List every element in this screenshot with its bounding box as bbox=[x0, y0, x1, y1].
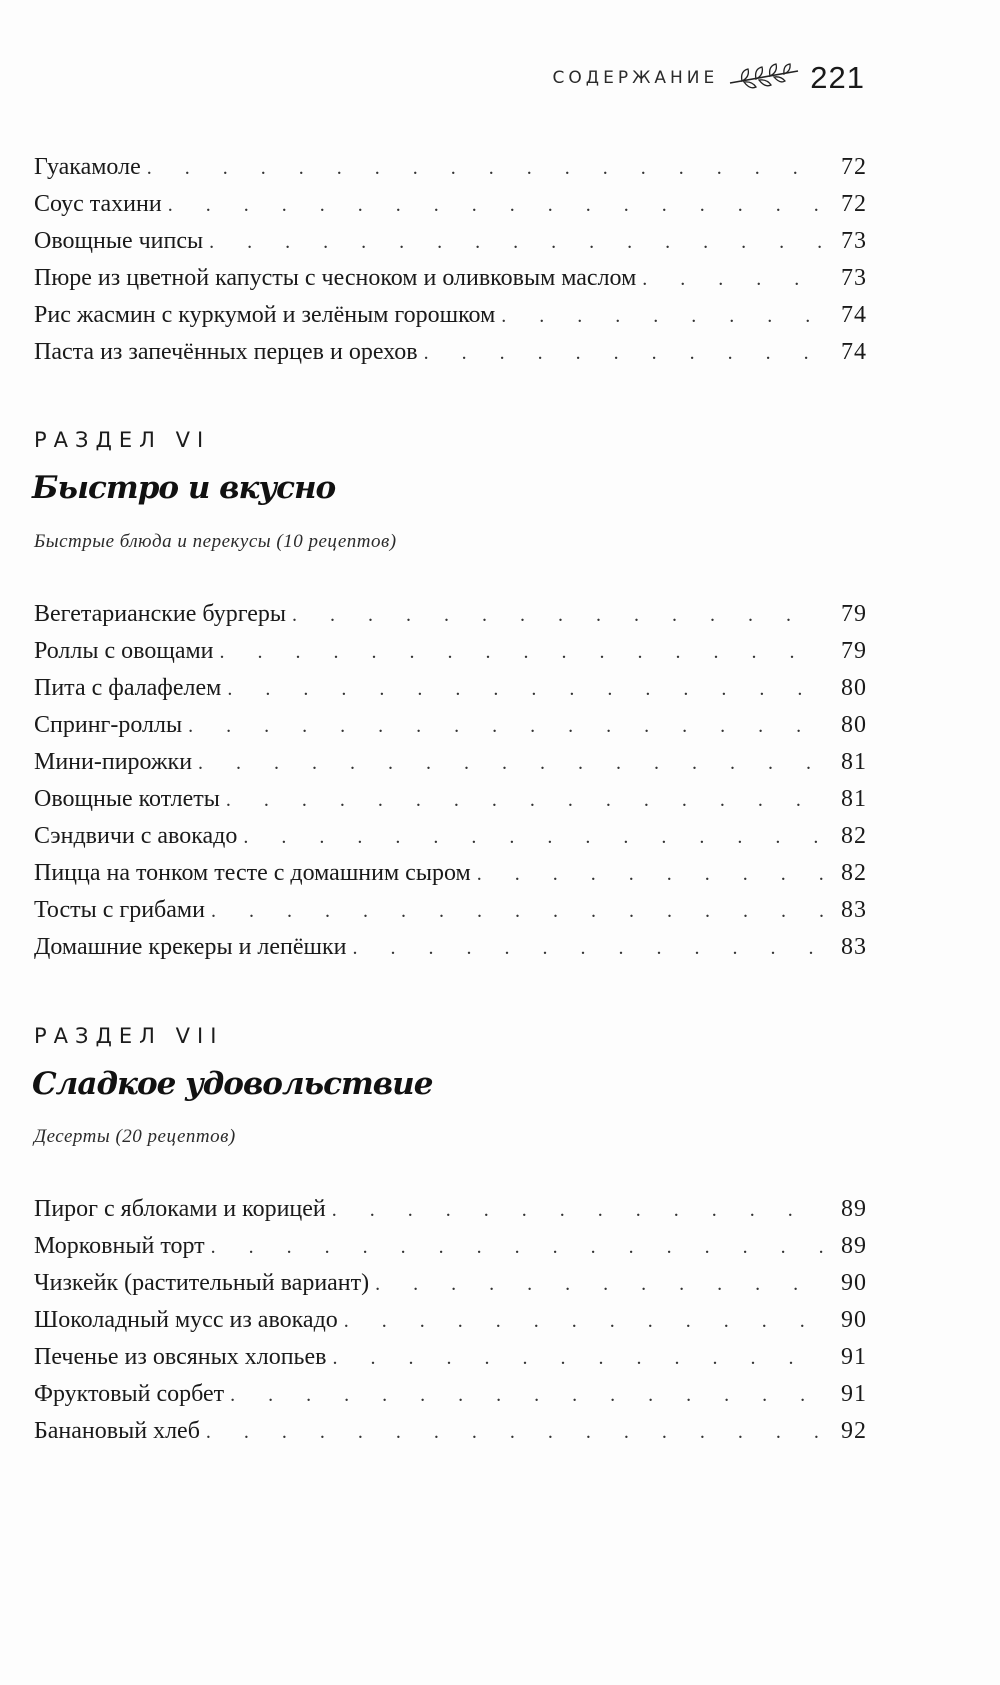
toc-entry-title: Банановый хлеб bbox=[34, 1418, 200, 1444]
toc-entry-title: Печенье из овсяных хлопьев bbox=[34, 1344, 327, 1370]
toc-entry-title: Паста из запечённых перцев и орехов bbox=[34, 339, 418, 365]
toc-entry bbox=[34, 186, 867, 223]
toc-entry-page: 90 bbox=[841, 1270, 867, 1296]
toc-leader-dots bbox=[642, 261, 823, 298]
toc-entry bbox=[34, 1191, 867, 1228]
toc-leader-dots bbox=[188, 708, 823, 745]
toc-entry bbox=[34, 929, 867, 966]
toc-entry-page: 79 bbox=[841, 638, 867, 664]
toc-leader-dots bbox=[353, 930, 823, 967]
toc-leader-dots bbox=[198, 745, 823, 782]
toc-entry-title: Вегетарианские бургеры bbox=[34, 601, 287, 627]
toc-entry bbox=[34, 781, 867, 818]
toc-entry bbox=[34, 1413, 867, 1450]
toc-entry-title: Овощные котлеты bbox=[34, 786, 220, 812]
toc-leader-dots bbox=[477, 856, 823, 893]
toc-leader-dots bbox=[211, 1229, 823, 1266]
toc-entry-page: 73 bbox=[841, 228, 867, 254]
toc-leader-dots bbox=[501, 298, 823, 335]
toc-leader-dots bbox=[226, 782, 823, 819]
toc-entry-title: Пицца на тонком тесте с домашним сыром bbox=[34, 860, 471, 886]
toc-entry bbox=[34, 892, 867, 929]
toc-entry-title: Чизкейк (растительный вариант) bbox=[34, 1270, 370, 1296]
section-7-title: Сладкое удовольствие bbox=[32, 1066, 433, 1102]
toc-entry bbox=[34, 260, 867, 297]
page-header bbox=[553, 60, 865, 96]
toc-entry bbox=[34, 1376, 867, 1413]
toc-leader-dots bbox=[227, 671, 823, 708]
toc-leader-dots bbox=[332, 1192, 823, 1229]
toc-entry-title: Шоколадный мусс из авокадо bbox=[34, 1307, 338, 1333]
toc-entry-page: 83 bbox=[841, 934, 867, 960]
toc-entry-title: Морковный торт bbox=[34, 1233, 205, 1259]
toc-entry-page: 81 bbox=[841, 786, 867, 812]
toc-leader-dots bbox=[209, 224, 823, 261]
toc-entry bbox=[34, 1302, 867, 1339]
toc-entry-page: 72 bbox=[841, 154, 867, 180]
toc-list-top bbox=[34, 149, 867, 371]
section-7-label: РАЗДЕЛ VII bbox=[34, 1024, 224, 1048]
toc-entry bbox=[34, 633, 867, 670]
toc-entry-page: 91 bbox=[841, 1381, 867, 1407]
toc-entry bbox=[34, 855, 867, 892]
toc-entry-title: Гуакамоле bbox=[34, 154, 141, 180]
toc-entry bbox=[34, 334, 867, 371]
toc-entry-page: 90 bbox=[841, 1307, 867, 1333]
toc-entry-title: Овощные чипсы bbox=[34, 228, 204, 254]
toc-leader-dots bbox=[211, 893, 823, 930]
toc-leader-dots bbox=[168, 187, 823, 224]
leaf-branch-icon bbox=[728, 63, 800, 93]
toc-leader-dots bbox=[220, 634, 824, 671]
toc-leader-dots bbox=[147, 150, 823, 187]
toc-leader-dots bbox=[292, 597, 823, 634]
toc-entry-title: Роллы с овощами bbox=[34, 638, 214, 664]
toc-entry bbox=[34, 596, 867, 633]
toc-entry-title: Соус тахини bbox=[34, 191, 162, 217]
toc-entry bbox=[34, 744, 867, 781]
toc-list-section-6 bbox=[34, 596, 867, 966]
toc-leader-dots bbox=[332, 1340, 823, 1377]
toc-entry bbox=[34, 1339, 867, 1376]
toc-entry bbox=[34, 670, 867, 707]
section-6-subtitle: Быстрые блюда и перекусы (10 рецептов) bbox=[34, 531, 397, 552]
toc-entry-title: Пюре из цветной капусты с чесноком и оливковым маслом bbox=[34, 265, 637, 291]
toc-leader-dots bbox=[375, 1266, 823, 1303]
toc-entry-title: Пита с фалафелем bbox=[34, 675, 222, 701]
section-6-title: Быстро и вкусно bbox=[32, 470, 336, 506]
toc-leader-dots bbox=[344, 1303, 823, 1340]
toc-entry-page: 83 bbox=[841, 897, 867, 923]
toc-entry-title: Спринг-роллы bbox=[34, 712, 183, 738]
toc-entry-page: 91 bbox=[841, 1344, 867, 1370]
toc-leader-dots bbox=[424, 335, 823, 372]
toc-list-section-7 bbox=[34, 1191, 867, 1450]
toc-entry-title: Рис жасмин с куркумой и зелёным горошком bbox=[34, 302, 496, 328]
toc-entry-page: 82 bbox=[841, 823, 867, 849]
toc-entry-page: 80 bbox=[841, 675, 867, 701]
page-number: 221 bbox=[810, 60, 865, 95]
toc-entry-page: 73 bbox=[841, 265, 867, 291]
toc-entry-page: 89 bbox=[841, 1196, 867, 1222]
section-7-subtitle: Десерты (20 рецептов) bbox=[34, 1126, 236, 1147]
toc-entry-title: Домашние крекеры и лепёшки bbox=[34, 934, 347, 960]
toc-entry-title: Мини-пирожки bbox=[34, 749, 193, 775]
toc-entry bbox=[34, 223, 867, 260]
toc-entry-page: 81 bbox=[841, 749, 867, 775]
toc-entry-page: 74 bbox=[841, 339, 867, 365]
toc-leader-dots bbox=[243, 819, 823, 856]
toc-entry bbox=[34, 818, 867, 855]
toc-entry-page: 82 bbox=[841, 860, 867, 886]
toc-entry-page: 79 bbox=[841, 601, 867, 627]
toc-entry bbox=[34, 149, 867, 186]
toc-entry-title: Сэндвичи с авокадо bbox=[34, 823, 238, 849]
toc-entry-title: Пирог с яблоками и корицей bbox=[34, 1196, 326, 1222]
toc-entry-page: 89 bbox=[841, 1233, 867, 1259]
toc-entry bbox=[34, 1265, 867, 1302]
toc-entry-page: 72 bbox=[841, 191, 867, 217]
toc-entry bbox=[34, 1228, 867, 1265]
toc-leader-dots bbox=[206, 1414, 823, 1451]
toc-entry-title: Фруктовый сорбет bbox=[34, 1381, 225, 1407]
toc-leader-dots bbox=[230, 1377, 823, 1414]
section-6-label: РАЗДЕЛ VI bbox=[34, 428, 211, 452]
header-title: СОДЕРЖАНИЕ bbox=[552, 68, 719, 88]
toc-entry-title: Тосты с грибами bbox=[34, 897, 205, 923]
toc-entry-page: 74 bbox=[841, 302, 867, 328]
toc-entry bbox=[34, 297, 867, 334]
toc-entry-page: 80 bbox=[841, 712, 867, 738]
toc-entry-page: 92 bbox=[841, 1418, 867, 1444]
toc-entry bbox=[34, 707, 867, 744]
